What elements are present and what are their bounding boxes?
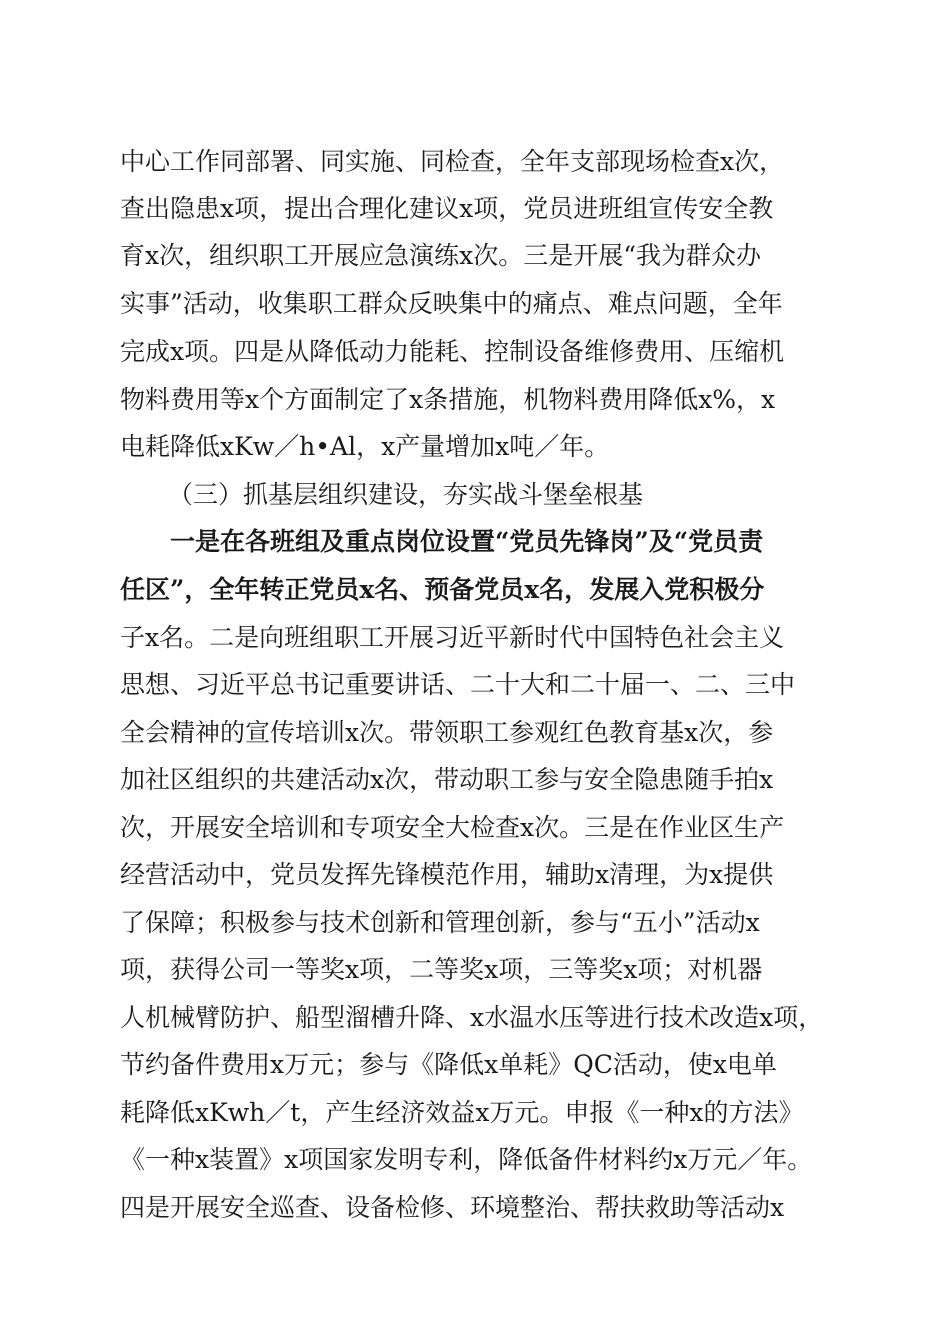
- text-line: 物料费用等x个方面制定了x条措施，机物料费用降低x%，x: [120, 385, 776, 414]
- text-line: 经营活动中，党员发挥先锋模范作用，辅助x清理，为x提供: [120, 860, 774, 889]
- text-line: 耗降低xKwh／t，产生经济效益x万元。申报《一种x的方法》: [120, 1098, 804, 1127]
- text-line: 中心工作同部署、同实施、同检查，全年支部现场检查x次，: [120, 147, 785, 176]
- text-line: 子x名。二是向班组职工开展习近平新时代中国特色社会主义: [120, 623, 785, 652]
- text-line: 人机械臂防护、船型溜槽升降、x水温水压等进行技术改造x项，: [120, 1003, 824, 1032]
- text-line: 电耗降低xKw／h•Al，x产量增加x吨／年。: [120, 432, 610, 461]
- text-line: 育x次，组织职工开展应急演练x次。三是开展“我为群众办: [120, 241, 761, 270]
- text-line: 查出隐患x项，提出合理化建议x项，党员进班组宣传安全教: [120, 194, 774, 223]
- text-line: 项，获得公司一等奖x项，二等奖x项，三等奖x项；对机器: [120, 955, 763, 984]
- text-line: 完成x项。四是从降低动力能耗、控制设备维修费用、压缩机: [120, 337, 785, 366]
- text-line: 加社区组织的共建活动x次，带动职工参与安全隐患随手拍x: [120, 765, 774, 794]
- text-line: 一是在各班组及重点岗位设置“党员先锋岗”及“党员责: [170, 527, 764, 556]
- text-line: 任区”，全年转正党员x名、预备党员x名，发展入党积极分: [120, 575, 765, 604]
- text-line: 了保障；积极参与技术创新和管理创新，参与“五小”活动x: [120, 908, 760, 937]
- text-line: 次，开展安全培训和专项安全大检查x次。三是在作业区生产: [120, 813, 785, 842]
- text-line: 节约备件费用x万元；参与《降低x单耗》QC活动，使x电单: [120, 1050, 777, 1079]
- text-line: 全会精神的宣传培训x次。带领职工参观红色教育基x次，参: [120, 718, 774, 747]
- text-line: 实事”活动，收集职工群众反映集中的痛点、难点问题，全年: [120, 289, 783, 318]
- section-heading: （三）抓基层组织建设，夯实战斗堡垒根基: [168, 480, 644, 509]
- text-line: 《一种x装置》x项国家发明专利，降低备件材料约x万元／年。: [120, 1145, 813, 1174]
- text-line: 思想、习近平总书记重要讲话、二十大和二十届一、二、三中: [120, 670, 796, 699]
- text-line: 四是开展安全巡查、设备检修、环境整治、帮扶救助等活动x: [120, 1193, 785, 1222]
